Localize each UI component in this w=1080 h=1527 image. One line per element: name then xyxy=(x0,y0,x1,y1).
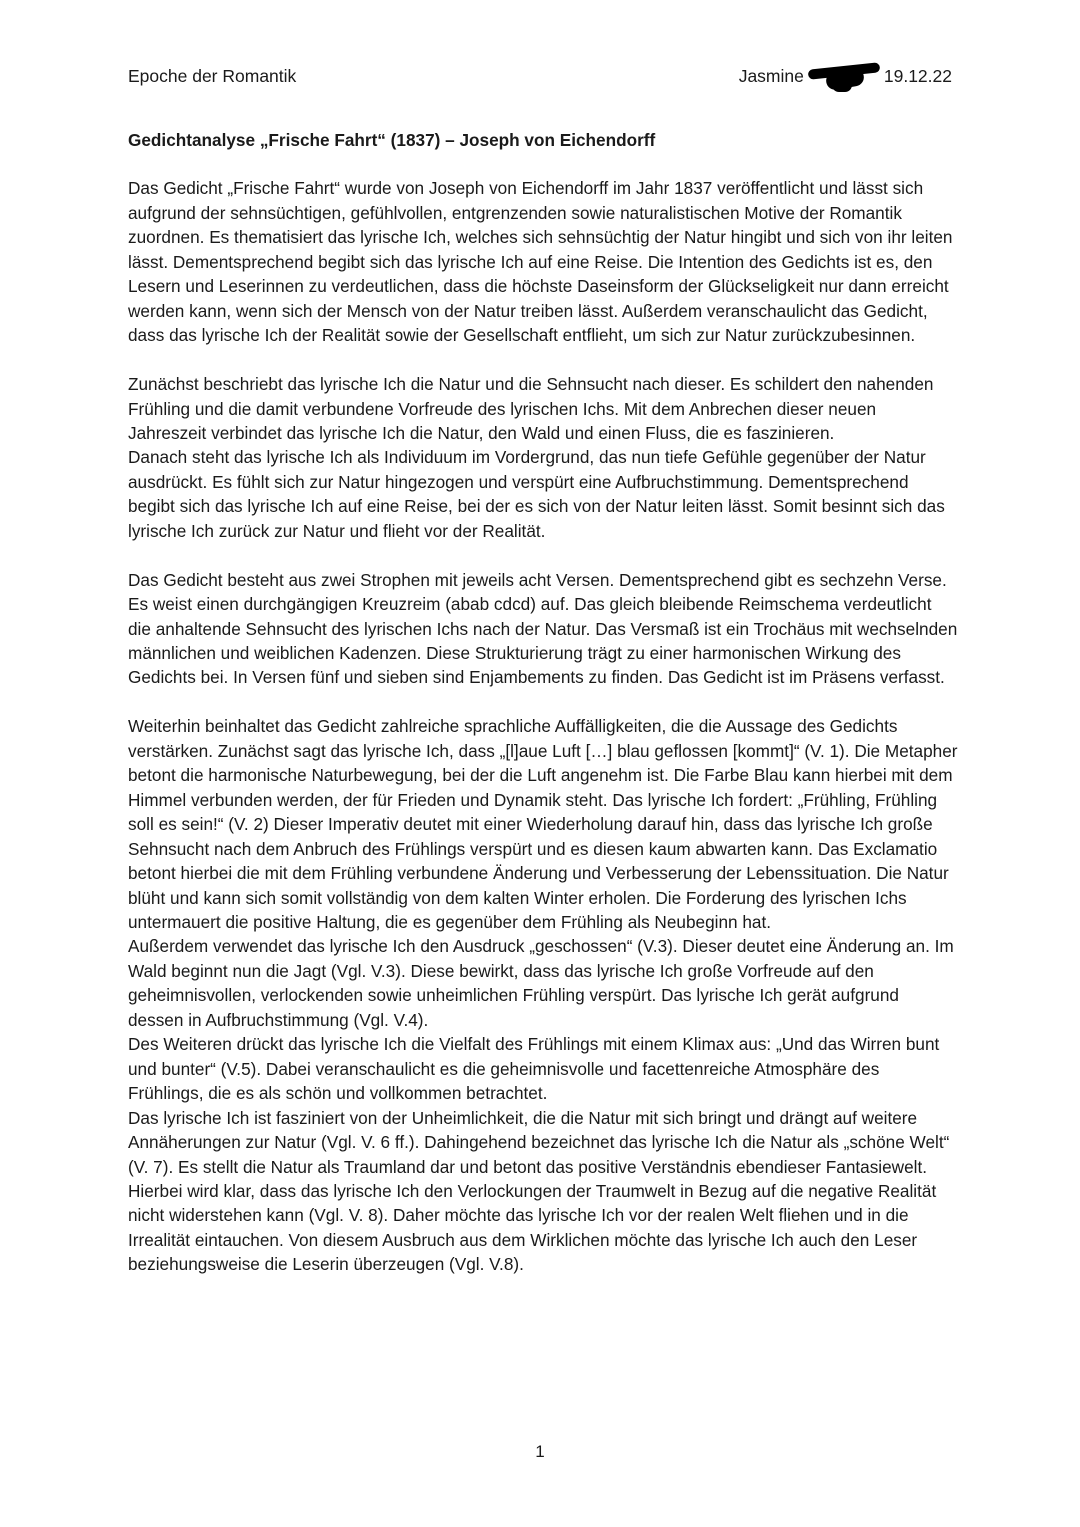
paragraph: Das lyrische Ich ist fasziniert von der Unheimlichkeit, die die Natur mit sich bringt und drängt auf weitere Annäherungen zur Natur (Vgl. V. 6 ff.). Dahingehend bezeichnet das lyrische Ich die Natur als „schöne Welt“ (V. 7). Es stellt die Natur als Traumland dar und betont das positive Verständnis ebendieser Fantasiewelt. Hierbei wird klar, dass das lyrische Ich den Verlockungen der Traumwelt in Bezug auf die negative Realität nicht widerstehen kann (Vgl. V. 8). Daher möchte das lyrische Ich vor der realen Welt fliehen und in die Irrealität eintauchen. Von diesem Ausbruch aus dem Wirklichen möchte das lyrische Ich auch den Leser beziehungsweise die Leserin überzeugen (Vgl. V.8). xyxy=(128,1107,950,1275)
paragraph-content-summary xyxy=(128,372,958,543)
paragraph: Weiterhin beinhaltet das Gedicht zahlreiche sprachliche Auffälligkeiten, die die Aussage des Gedichts verstärken. Zunächst sagt das lyrische Ich, dass „[l]aue Luft […] blau geflossen [kommt]“ (V. 1). Die Metapher betont die harmonische Naturbewegung, bei der die Luft angenehm ist. Die Farbe Blau kann hierbei mit dem Himmel verbunden werden, der für Frieden und Dynamik steht. Das lyrische Ich fordert: „Frühling, Frühling soll es sein!“ (V. 2) Dieser Imperativ deutet mit einer Wiederholung darauf hin, dass das lyrische Ich große Sehnsucht nach dem Anbruch des Frühlings verspürt und es diesen kaum abwarten kann. Das Exclamatio betont hierbei die mit dem Frühling verbundene Änderung und Verbesserung der Lebenssituation. Die Natur blüht und kann sich somit vollständig von dem kalten Winter erholen. Die Forderung des lyrischen Ichs untermauert die positive Haltung, die es gegenüber dem Frühling als Neubeginn hat. xyxy=(128,716,958,932)
paragraph: Danach steht das lyrische Ich als Individuum im Vordergrund, das nun tiefe Gefühle gegenüber der Natur ausdrückt. Es fühlt sich zur Natur hingezogen und verspürt eine Aufbruchstimmung. Dementsprechend begibt sich das lyrische Ich auf eine Reise, bei der es sich von der Natur leiten lässt. Somit besinnt sich das lyrische Ich zurück zur Natur und flieht vor der Realität. xyxy=(128,447,945,541)
page-number: 1 xyxy=(535,1442,545,1461)
header-author-date xyxy=(739,64,952,88)
paragraph: Zunächst beschriebt das lyrische Ich die Natur und die Sehnsucht nach dieser. Es schildert den nahenden Frühling und die damit verbundene Vorfreude des lyrischen Ichs. Mit dem Anbrechen dieser neuen Jahreszeit verbindet das lyrische Ich die Natur, den Wald und einen Fluss, die es faszinieren. xyxy=(128,374,934,443)
paragraph-form-analysis xyxy=(128,568,958,690)
paragraph: Außerdem verwendet das lyrische Ich den Ausdruck „geschossen“ (V.3). Dieser deutet eine Änderung an. Im Wald beginnt nun die Jagt (Vgl. V.3). Diese bewirkt, dass das lyrische Ich große Vorfreude auf den geheimnisvollen, verlockenden sowie unheimlichen Frühling verspürt. Das lyrische Ich gerät aufgrund dessen in Aufbruchstimmung (Vgl. V.4). xyxy=(128,936,954,1030)
paragraph-introduction xyxy=(128,176,958,347)
header-subject: Epoche der Romantik xyxy=(128,66,297,86)
header-author: Jasmine xyxy=(738,66,804,86)
redaction-mark xyxy=(808,64,880,86)
paragraph: Des Weiteren drückt das lyrische Ich die Vielfalt des Frühlings mit einem Klimax aus: „Und das Wirren bunt und bunter“ (V.5). Dabei veranschaulicht es die geheimnisvolle und facettenreiche Atmosphäre des Frühlings, die es als schön und vollkommen betrachtet. xyxy=(128,1034,940,1104)
paragraph: Das Gedicht „Frische Fahrt“ wurde von Joseph von Eichendorff im Jahr 1837 veröffentlicht und lässt sich aufgrund der sehnsüchtigen, gefühlvollen, entgrenzenden sowie naturalistischen Motive der Romantik zuordnen. Es thematisiert das lyrische Ich, welches sich sehnsüchtig der Natur hingibt und sich von ihr leiten lässt. Dementsprechend begibt sich das lyrische Ich auf eine Reise. Die Intention des Gedichts ist es, den Lesern und Leserinnen zu verdeutlichen, dass die höchste Daseinsform der Glückseligkeit nur dann erreicht werden kann, wenn sich der Mensch von der Natur treiben lässt. Außerdem veranschaulicht das Gedicht, dass das lyrische Ich der Realität sowie der Gesellschaft entflieht, um sich zur Natur zurückzubesinnen. xyxy=(128,178,953,346)
document-body xyxy=(128,128,958,1277)
paragraph-language-analysis xyxy=(128,714,958,1276)
header-date: 19.12.22 xyxy=(883,66,952,86)
paragraph: Das Gedicht besteht aus zwei Strophen mit jeweils acht Versen. Dementsprechend gibt es sechzehn Verse. Es weist einen durchgängigen Kreuzreim (abab cdcd) auf. Das gleich bleibende Reimschema verdeutlicht die anhaltende Sehnsucht des lyrischen Ichs nach der Natur. Das Versmaß ist ein Trochäus mit wechselnden männlichen und weiblichen Kadenzen. Diese Strukturierung trägt zu einer harmonischen Wirkung des Gedichts bei. In Versen fünf und sieben sind Enjambements zu finden. Das Gedicht ist im Präsens verfasst. xyxy=(128,569,958,688)
document-title: Gedichtanalyse „Frische Fahrt“ (1837) – Joseph von Eichendorff xyxy=(128,130,656,150)
